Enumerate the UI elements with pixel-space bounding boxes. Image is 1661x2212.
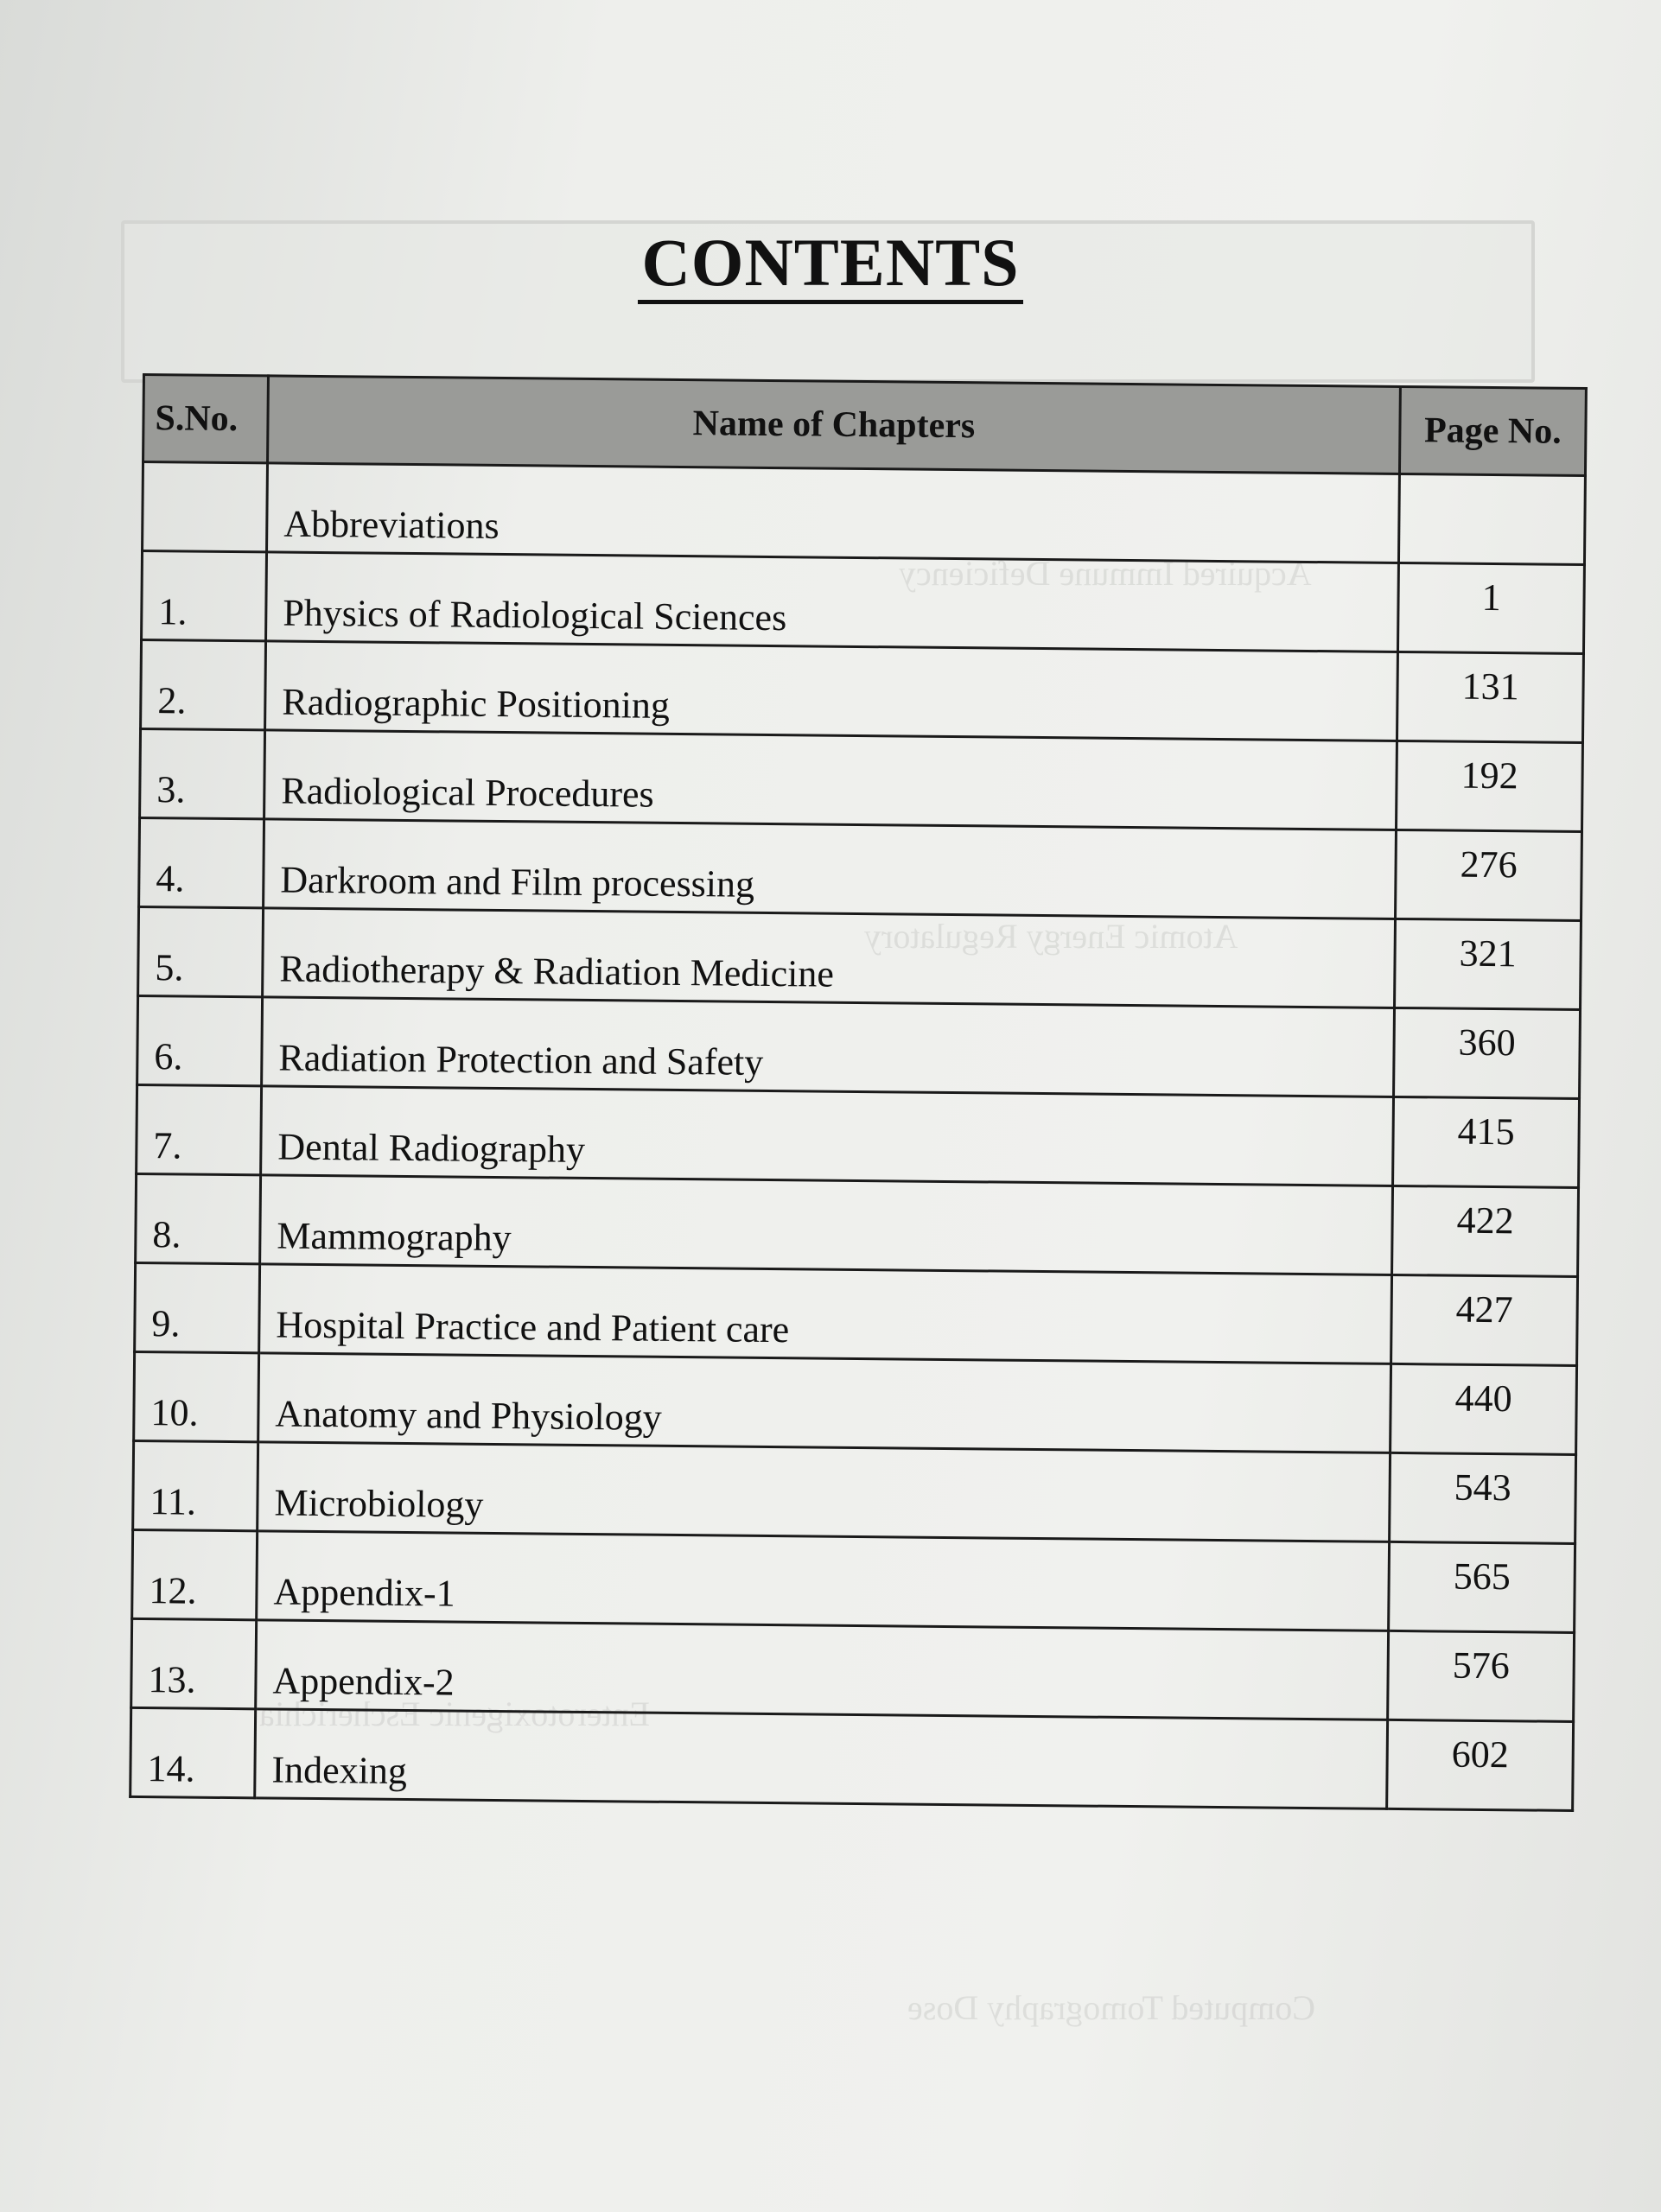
table-row	[139, 817, 1582, 920]
chapter-name: Indexing	[255, 1709, 1388, 1809]
chapter-name: Abbreviations	[267, 463, 1400, 563]
chapter-name: Radiotherapy & Radiation Medicine	[263, 908, 1396, 1008]
table-row	[142, 551, 1585, 654]
table-row	[140, 728, 1583, 831]
page-number: 422	[1392, 1185, 1579, 1276]
header-sno: S.No.	[143, 375, 269, 463]
contents-table	[129, 373, 1588, 1812]
chapter-number: 5.	[138, 906, 264, 996]
table-header-row	[143, 375, 1587, 476]
bleed-through-text: Atomic Energy Regulatory	[864, 917, 1238, 956]
page-title-text: CONTENTS	[638, 225, 1022, 304]
page-number: 427	[1391, 1274, 1578, 1365]
chapter-number: 11.	[133, 1440, 258, 1530]
bleed-through-text: Acquired Immune Deficiency	[899, 554, 1312, 593]
header-page-no: Page No.	[1399, 386, 1586, 475]
bleed-through-text: Enterotoxigenic Escherichia	[259, 1694, 651, 1733]
bleed-through-text: Computed Tomography Dose	[907, 1988, 1315, 2027]
page-number: 1	[1397, 563, 1584, 653]
page-number: 360	[1394, 1007, 1581, 1098]
chapter-number: 1.	[142, 551, 267, 641]
chapter-number: 8.	[136, 1173, 261, 1263]
chapter-name: Radiological Procedures	[264, 730, 1397, 830]
chapter-number: 13.	[131, 1618, 257, 1708]
table-row	[136, 1173, 1579, 1276]
table-row	[143, 462, 1586, 565]
chapter-number: 2.	[141, 640, 266, 730]
chapter-name: Darkroom and Film processing	[264, 819, 1397, 919]
chapter-name: Appendix-1	[257, 1531, 1390, 1631]
chapter-number: 14.	[130, 1707, 256, 1797]
chapter-number: 4.	[139, 817, 264, 907]
page-number: 276	[1396, 830, 1582, 920]
page-title	[0, 226, 1661, 299]
table-row	[132, 1529, 1575, 1632]
chapter-name: Radiographic Positioning	[265, 641, 1398, 741]
page-number: 565	[1389, 1541, 1575, 1632]
chapter-name: Anatomy and Physiology	[258, 1353, 1391, 1453]
page-number	[1398, 474, 1585, 564]
table-row	[137, 1084, 1580, 1187]
table-row	[137, 995, 1581, 1098]
table-row	[133, 1440, 1576, 1543]
chapter-name: Appendix-2	[256, 1620, 1389, 1720]
page-number: 131	[1397, 652, 1583, 742]
chapter-number: 9.	[135, 1262, 260, 1352]
page-number: 543	[1390, 1452, 1576, 1543]
chapter-number: 7.	[137, 1084, 262, 1174]
chapter-name: Radiation Protection and Safety	[262, 997, 1395, 1097]
page-number: 192	[1396, 741, 1582, 831]
header-chapter-name: Name of Chapters	[268, 376, 1401, 474]
table-row	[135, 1262, 1578, 1365]
chapter-name: Microbiology	[258, 1442, 1391, 1542]
page-number: 415	[1393, 1096, 1580, 1187]
table-row	[138, 906, 1581, 1009]
table-row	[141, 640, 1584, 743]
chapter-name: Mammography	[260, 1175, 1393, 1275]
page-number: 576	[1388, 1630, 1575, 1721]
table-row	[130, 1707, 1574, 1810]
chapter-number: 3.	[140, 728, 265, 818]
page-number: 602	[1387, 1719, 1574, 1810]
chapter-name: Dental Radiography	[261, 1086, 1394, 1186]
chapter-number: 10.	[134, 1351, 259, 1441]
table-row	[134, 1351, 1577, 1454]
page-number: 440	[1391, 1363, 1577, 1454]
chapter-number	[143, 462, 268, 552]
table-row	[131, 1618, 1575, 1721]
chapter-name: Physics of Radiological Sciences	[266, 552, 1399, 652]
page-number: 321	[1395, 918, 1581, 1009]
chapter-number: 12.	[132, 1529, 258, 1619]
chapter-number: 6.	[137, 995, 263, 1085]
chapter-name: Hospital Practice and Patient care	[259, 1264, 1392, 1364]
